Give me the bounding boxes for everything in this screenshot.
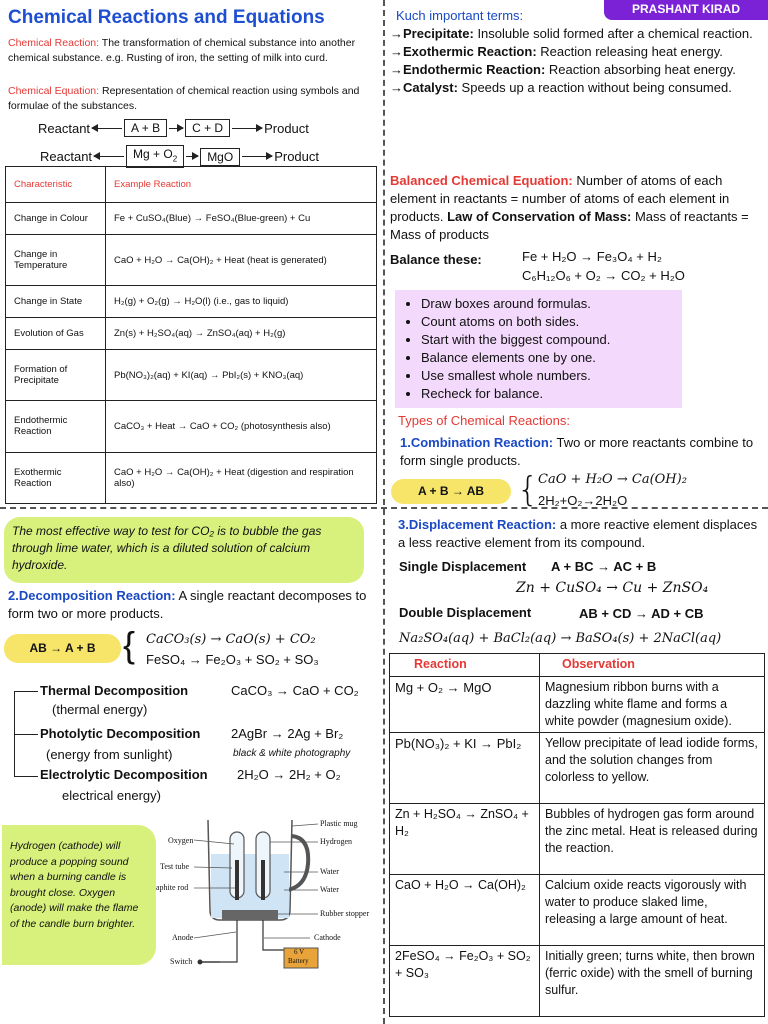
term-text: Reaction releasing heat energy. xyxy=(540,44,723,59)
combination-pill: A + B → AB xyxy=(391,479,511,504)
co2-note: The most effective way to test for CO₂ is to bubble the gas through lime water, which is a diluted solution of calcium hydroxide. xyxy=(4,517,364,583)
label-oxygen: Oxygen xyxy=(168,836,194,845)
decomp-type-eq: 2H₂O → 2H₂ + O₂ xyxy=(237,767,341,782)
term-item xyxy=(390,79,762,97)
table-cell: Mg + O₂ → MgO xyxy=(390,677,540,733)
electrolysis-diagram xyxy=(156,812,382,972)
label-switch: Switch xyxy=(170,957,193,966)
single-displacement-label: Single Displacement xyxy=(399,559,527,574)
definition-term: Chemical Reaction: xyxy=(8,37,100,49)
table-row xyxy=(6,349,377,400)
table-header: Observation xyxy=(540,654,765,677)
flow-row-2 xyxy=(40,145,319,168)
decomposition-eq-1: CaCO₃(s) → CaO(s) + CO₂ xyxy=(146,632,316,647)
table-header: Example Reaction xyxy=(106,167,377,203)
table-cell: Pb(NO₃)₂ + KI → PbI₂ xyxy=(390,733,540,804)
decomp-type-thermal xyxy=(40,682,188,700)
table-cell: Initially green; turns white, then brown (ferric oxide) with the smell of burning sulfur. xyxy=(540,946,765,1017)
single-displacement-formula: A + BC → AC + B xyxy=(551,559,657,574)
water-fill xyxy=(211,854,289,918)
table-row xyxy=(390,946,765,1017)
types-heading: Types of Chemical Reactions: xyxy=(398,413,570,428)
list-item: • Balance elements one by one. xyxy=(421,349,682,367)
table-row xyxy=(390,804,765,875)
double-displacement-formula: AB + CD → AD + CB xyxy=(579,606,704,621)
table-cell: CaCO₃ + Heat → CaO + CO₂ (photosynthesis also) xyxy=(106,401,377,452)
label-hydrogen: Hydrogen xyxy=(320,837,352,846)
balanced-term: Balanced Chemical Equation: xyxy=(390,173,573,188)
term-item xyxy=(390,61,762,79)
displacement-definition xyxy=(398,516,763,552)
decomp-type-sub: electrical energy) xyxy=(62,788,161,803)
electrolysis-note: Hydrogen (cathode) will produce a popping sound when a burning candle is brought close. Oxygen (anode) will make the flame of the candle burn brighter. xyxy=(2,825,156,965)
list-item: • Draw boxes around formulas. xyxy=(421,295,682,313)
table-row xyxy=(6,452,377,503)
law-term: Law of Conservation of Mass: xyxy=(447,209,632,224)
combination-eq-1: CaO + H₂O → Ca(OH)₂ xyxy=(538,472,687,487)
flow-row-1 xyxy=(38,119,309,137)
wire-cathode xyxy=(263,920,284,950)
table-row xyxy=(6,203,377,235)
law-text: Mass of reactants = Mass of products xyxy=(390,209,749,242)
table-header: Reaction xyxy=(390,654,540,677)
term-text: Reaction absorbing heat energy. xyxy=(548,62,736,77)
tips-box xyxy=(395,290,682,408)
leader-line xyxy=(194,932,236,938)
terms-heading: Kuch important terms: xyxy=(396,8,524,23)
tree-branch xyxy=(14,776,38,777)
decomposition-definition xyxy=(8,587,378,623)
term-item xyxy=(390,43,762,61)
table-cell: CaO + H₂O → Ca(OH)₂ xyxy=(390,875,540,946)
arrow-right-icon: → xyxy=(390,80,403,95)
balanced-text: Number of atoms of each element in reactants = number of atoms of each element in products. xyxy=(390,173,730,224)
double-displacement-eq: Na₂SO₄(aq) + BaCl₂(aq) → BaSO₄(s) + 2NaCl(aq) xyxy=(399,631,722,646)
arrow-right-icon xyxy=(242,156,272,157)
displacement-text: a more reactive element displaces a less reactive element from its compound. xyxy=(398,517,758,550)
table-cell: Formation of Precipitate xyxy=(6,349,106,400)
table-cell: Magnesium ribbon burns with a dazzling white flame and forms a white powder (magnesium oxide). xyxy=(540,677,765,733)
definition-chemical-reaction xyxy=(8,36,376,66)
decomposition-title: 2.Decomposition Reaction: xyxy=(8,588,176,603)
flow-box-text: Mg + O xyxy=(133,147,173,161)
flow-reactant: Reactant xyxy=(38,120,91,136)
decomp-type-note: black & white photography xyxy=(233,748,351,759)
flow-product: Product xyxy=(264,120,309,136)
label-battery: Battery xyxy=(288,957,309,965)
vertical-divider xyxy=(383,0,385,1024)
table-cell: Fe + CuSO₄(Blue) → FeSO₄(Blue-green) + Cu xyxy=(106,203,377,235)
flow-box: A + B xyxy=(124,119,167,137)
flow-box: C + D xyxy=(185,119,230,137)
decomp-type-sub: (energy from sunlight) xyxy=(46,747,173,762)
combination-title: 1.Combination Reaction: xyxy=(400,435,554,450)
leader-line xyxy=(292,824,318,826)
list-item: • Use smallest whole numbers. xyxy=(421,367,682,385)
table-cell: Yellow precipitate of lead iodide forms, and the solution changes from colorless to yellow. xyxy=(540,733,765,804)
table-cell: Change in Colour xyxy=(6,203,106,235)
label-rubber-stopper: Rubber stopper xyxy=(320,909,370,918)
label-test-tube: Test tube xyxy=(160,862,189,871)
anode-rod xyxy=(235,860,239,900)
table-cell: H₂(g) + O₂(g) → H₂O(l) (i.e., gas to liquid) xyxy=(106,286,377,318)
observation-table xyxy=(389,653,765,1017)
tree-branch xyxy=(14,691,38,692)
combination-text: Two or more reactants combine to form single products. xyxy=(400,435,754,468)
balance-eq-2: C₆H₁₂O₆ + O₂ → CO₂ + H₂O xyxy=(522,268,685,283)
decomposition-pill: AB → A + B xyxy=(4,634,121,663)
table-cell: Endothermic Reaction xyxy=(6,401,106,452)
definition-chemical-equation xyxy=(8,84,376,114)
horizontal-divider xyxy=(0,507,768,509)
table-row xyxy=(6,234,377,285)
single-displacement-eq: Zn + CuSO₄ → Cu + ZnSO₄ xyxy=(516,580,709,596)
terms-list xyxy=(390,25,762,97)
list-item: • Recheck for balance. xyxy=(421,385,682,403)
flow-box xyxy=(126,145,184,168)
term-text: Speeds up a reaction without being consumed. xyxy=(461,80,732,95)
label-anode: Anode xyxy=(172,933,194,942)
table-cell: Evolution of Gas xyxy=(6,318,106,350)
decomp-type-electrolytic xyxy=(40,766,208,784)
table-cell: Pb(NO₃)₂(aq) + KI(aq) → PbI₂(s) + KNO₃(aq) xyxy=(106,349,377,400)
decomp-type-name: Thermal Decomposition xyxy=(40,683,189,698)
decomp-type-name: Electrolytic Decomposition xyxy=(40,767,208,782)
flow-product: Product xyxy=(274,149,320,165)
balanced-definition xyxy=(390,172,764,244)
brace-icon: { xyxy=(517,470,539,510)
table-row xyxy=(390,677,765,733)
decomp-type-eq: 2AgBr → 2Ag + Br₂ xyxy=(231,726,344,741)
label-battery-volt: 6 V xyxy=(294,948,305,956)
label-water: Water xyxy=(320,885,339,894)
table-cell: CaO + H₂O → Ca(OH)₂ + Heat (heat is generated) xyxy=(106,234,377,285)
definition-text: The transformation of chemical substance into another chemical substance. e.g. Rusting of iron, the setting of milk into curd. xyxy=(8,37,356,64)
table-row xyxy=(6,286,377,318)
brace-icon: { xyxy=(123,624,136,665)
flow-box: MgO xyxy=(200,148,240,166)
term-item xyxy=(390,25,762,43)
table-cell: Calcium oxide reacts vigorously with water to produce slaked lime, releasing a large amount of heat. xyxy=(540,875,765,946)
decomp-type-eq: CaCO₃ → CaO + CO₂ xyxy=(231,683,359,698)
table-row xyxy=(390,733,765,804)
decomp-type-photolytic xyxy=(40,725,200,743)
rubber-stopper xyxy=(222,910,278,920)
label-plastic-mug: Plastic mug xyxy=(320,819,358,828)
list-item: • Start with the biggest compound. xyxy=(421,331,682,349)
wire-anode xyxy=(200,920,237,962)
table-cell: Zn + H₂SO₄ → ZnSO₄ + H₂ xyxy=(390,804,540,875)
balance-eq-1: Fe + H₂O → Fe₃O₄ + H₂ xyxy=(522,249,662,264)
combination-eq-2: 2H₂+O₂→2H₂O xyxy=(538,493,628,508)
cathode-rod xyxy=(261,860,265,900)
decomposition-eq-2: FeSO₄ → Fe₂O₃ + SO₂ + SO₃ xyxy=(146,652,319,667)
table-cell: 2FeSO₄ → Fe₂O₃ + SO₂ + SO₃ xyxy=(390,946,540,1017)
arrow-right-icon xyxy=(232,128,262,129)
author-badge: PRASHANT KIRAD xyxy=(604,0,768,20)
tree-branch xyxy=(14,734,38,735)
table-cell: Change in State xyxy=(6,286,106,318)
term-name: Endothermic Reaction: xyxy=(403,62,546,77)
term-name: Exothermic Reaction: xyxy=(403,44,537,59)
label-water: Water xyxy=(320,867,339,876)
term-name: Precipitate: xyxy=(403,26,474,41)
double-displacement-label: Double Displacement xyxy=(399,605,532,620)
table-header-row xyxy=(6,167,377,203)
table-cell: Change in Temperature xyxy=(6,234,106,285)
decomposition-text: A single reactant decomposes to form two or more products. xyxy=(8,588,367,621)
arrow-right-icon xyxy=(186,156,198,157)
combination-definition xyxy=(400,434,760,470)
arrow-right-icon: → xyxy=(390,26,403,41)
flow-reactant: Reactant xyxy=(40,149,93,165)
definition-text: Representation of chemical reaction using symbols and formulae of the substances. xyxy=(8,85,360,112)
decomp-type-name: Photolytic Decomposition xyxy=(40,726,201,741)
arrow-right-icon: → xyxy=(390,44,403,59)
term-text: Insoluble solid formed after a chemical reaction. xyxy=(477,26,753,41)
table-cell: CaO + H₂O → Ca(OH)₂ + Heat (digestion and respiration also) xyxy=(106,452,377,503)
arrow-left-icon xyxy=(92,128,122,129)
page-title: Chemical Reactions and Equations xyxy=(8,7,325,28)
term-name: Catalyst: xyxy=(403,80,458,95)
tips-list xyxy=(395,290,682,403)
label-cathode: Cathode xyxy=(314,933,341,942)
subscript: 2 xyxy=(172,154,178,164)
arrow-left-icon xyxy=(94,156,124,157)
balance-label: Balance these: xyxy=(390,252,482,267)
decomp-type-sub: (thermal energy) xyxy=(52,702,148,717)
table-row xyxy=(390,875,765,946)
definition-term: Chemical Equation: xyxy=(8,85,100,97)
table-cell: Bubbles of hydrogen gas form around the zinc metal. Heat is released during the reaction. xyxy=(540,804,765,875)
characteristics-table xyxy=(5,166,377,504)
displacement-title: 3.Displacement Reaction: xyxy=(398,517,557,532)
arrow-right-icon xyxy=(169,128,183,129)
table-header-row xyxy=(390,654,765,677)
table-header: Characteristic xyxy=(6,167,106,203)
table-row xyxy=(6,318,377,350)
arrow-right-icon: → xyxy=(390,62,403,77)
table-row xyxy=(6,401,377,452)
list-item: • Count atoms on both sides. xyxy=(421,313,682,331)
label-graphite: aphite rod xyxy=(156,883,189,892)
table-cell: Zn(s) + H₂SO₄(aq) → ZnSO₄(aq) + H₂(g) xyxy=(106,318,377,350)
table-cell: Exothermic Reaction xyxy=(6,452,106,503)
